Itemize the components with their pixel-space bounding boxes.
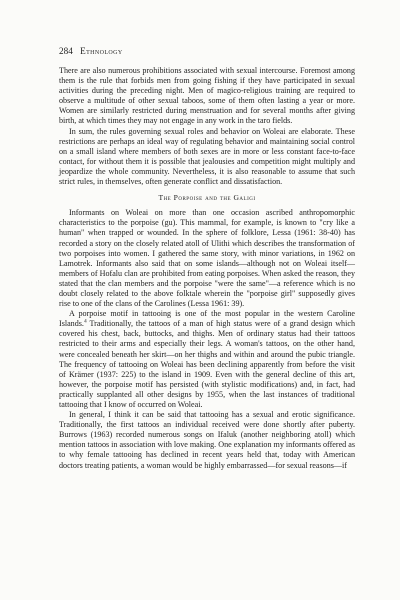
paragraph-porpoise-characteristics: Informants on Woleai on more than one occasion ascribed anthropomorphic characteristics to the porpoise (gu). This mammal, for example, is known to "cry like a human" when trapped or wounded. In the sphere of folklore, Lessa (1961: 38-40) has recorded a story on the closely related atoll of Ulithi which describes the transformation of two porpoises into women. I gathered the same story, with minor variations, in 1962 on Lamotrek. Informants also said that on some islands—although not on Woleai itself—members of Hofalu clan are prohibited from eating porpoises. When asked the reason, they stated that the clan members and the porpoise "were the same"—a reference which is no doubt closely related to the above folktale wherein the "porpoise girl" supposedly gives rise to one of the clans of the Carolines (Lessa 1961: 39). [59, 208, 355, 309]
body-text [59, 66, 355, 471]
page-number: 284 [59, 46, 73, 56]
paragraph-tattoo-significance: In general, I think it can be said that tattooing has a sexual and erotic significance. Traditionally, the first tattoos an individual received were done shortly after puberty. Burrows (1963) recorded numerous songs on Ifaluk (another neighboring atoll) which mention tattoos in association with love making. One explanation my informants offered as to why female tattooing has declined in recent years held that, today with American doctors treating patients, a woman would be highly embarrassed—for sexual reasons—if [59, 410, 355, 470]
tattoo-motif-text-a: A porpoise motif in tattooing is one of the most popular in the western Caroline Islands. [59, 309, 355, 329]
paragraph-porpoise-tattoo-motif [59, 309, 355, 410]
paragraph-taboos: There are also numerous prohibitions associated with sexual intercourse. Foremost among them is the rule that forbids men from going fishing if they have participated in sexual activities during the preceding night. Men of magico-religious training are required to observe a multitude of other sexual taboos, some of them often lasting a year or more. Women are similarly restricted during menstruation and for several months after giving birth, at which times they may not engage in any work in the taro fields. [59, 66, 355, 126]
section-heading: The Porpoise and the Galigi [158, 193, 256, 203]
paragraph-sexual-roles-summary: In sum, the rules governing sexual roles and behavior on Woleai are elaborate. These restrictions are perhaps an ideal way of regulating behavior and maintaining social control on a small island where members of both sexes are in more or less constant face-to-face contact, for without them it is possible that jealousies and competition might multiply and jeopardize the whole community. Nevertheless, it is also reasonable to assume that such strict rules, in themselves, often generate conflict and dissatisfaction. [59, 126, 355, 187]
footnote-marker[interactable]: 4 [83, 318, 87, 325]
running-title: Ethnology [80, 46, 123, 56]
tattoo-motif-text-b: Traditionally, the tattoos of a man of high status were of a grand design which covered his chest, back, buttocks, and thighs. Men of ordinary status had their tattoos restricted to their arms and especially their legs. A woman's tattoos, on the other hand, were concealed beneath her skirt—on her thighs and within and around the pubic triangle. The frequency of tattooing on Woleai has been declining apparently from before the visit of Krämer (1937: 225) to the island in 1909. Even with the general decline of this art, however, the porpoise motif has persisted (with stylistic modifications) and, in fact, had practically supplanted all other designs by 1955, when the last instances of traditional tattooing that I know of occurred on Woleai. [59, 319, 355, 409]
page-header [59, 45, 349, 57]
